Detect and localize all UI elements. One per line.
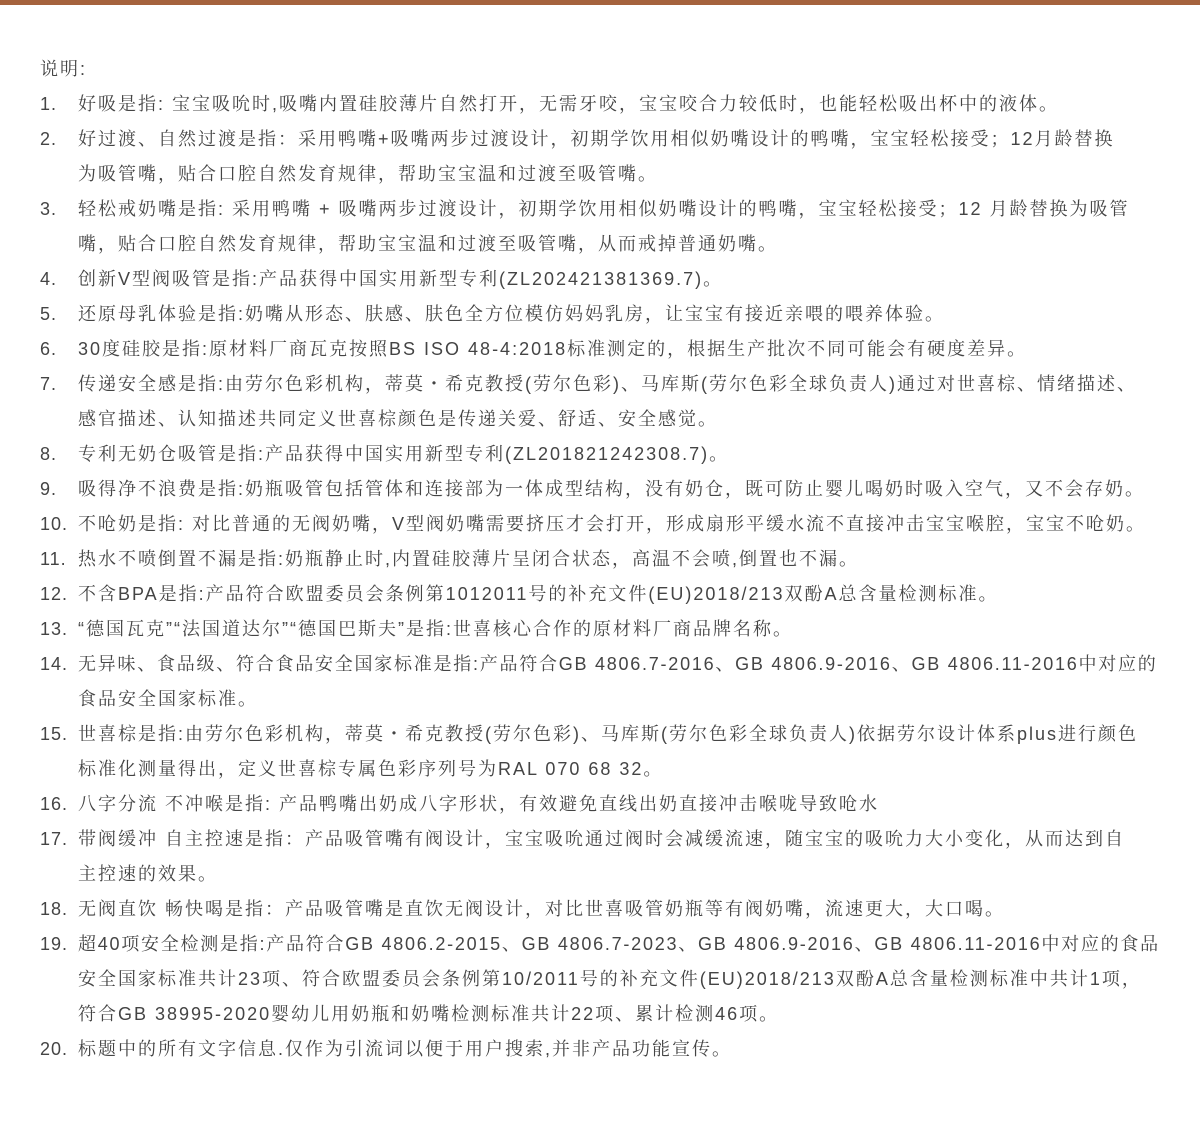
note-number: 15. [40, 724, 69, 744]
note-item-11 [40, 542, 1160, 577]
note-number: 4. [40, 269, 58, 289]
note-line: 超40项安全检测是指:产品符合GB 4806.2-2015、GB 4806.7-2023、GB 4806.9-2016、GB 4806.11-2016中对应的食品 [78, 934, 1160, 954]
note-body [78, 87, 1160, 122]
note-body [78, 297, 1160, 332]
note-body [78, 192, 1160, 262]
note-line: 还原母乳体验是指:奶嘴从形态、肤感、肤色全方位模仿妈妈乳房，让宝宝有接近亲喂的喂养体验。 [78, 304, 945, 324]
note-number: 8. [40, 444, 58, 464]
note-item-10 [40, 507, 1160, 542]
note-item-5 [40, 297, 1160, 332]
note-line: 吸得净不浪费是指:奶瓶吸管包括管体和连接部为一体成型结构，没有奶仓，既可防止婴儿喝奶时吸入空气，又不会存奶。 [78, 479, 1145, 499]
note-item-13 [40, 612, 1160, 647]
note-line: 传递安全感是指:由劳尔色彩机构，蒂莫・希克教授(劳尔色彩)、马库斯(劳尔色彩全球负责人)通过对世喜棕、情绪描述、 [78, 374, 1137, 394]
note-line: 八字分流 不冲喉是指: 产品鸭嘴出奶成八字形状，有效避免直线出奶直接冲击喉咙导致呛水 [78, 794, 879, 814]
note-body [78, 1032, 1160, 1067]
note-item-3 [40, 192, 1160, 262]
note-item-1 [40, 87, 1160, 122]
note-number: 5. [40, 304, 58, 324]
note-line: 感官描述、认知描述共同定义世喜棕颜色是传递关爱、舒适、安全感觉。 [78, 409, 718, 429]
note-item-18 [40, 892, 1160, 927]
note-number: 16. [40, 794, 69, 814]
note-line: 专利无奶仓吸管是指:产品获得中国实用新型专利(ZL201821242308.7)。 [78, 444, 730, 464]
note-body [78, 332, 1160, 367]
note-line: 好过渡、自然过渡是指：采用鸭嘴+吸嘴两步过渡设计，初期学饮用相似奶嘴设计的鸭嘴，宝宝轻松接受；12月龄替换 [78, 129, 1115, 149]
note-body [78, 822, 1160, 892]
note-number: 18. [40, 899, 69, 919]
note-item-20 [40, 1032, 1160, 1067]
note-item-9 [40, 472, 1160, 507]
note-item-2 [40, 122, 1160, 192]
note-line: 无异味、食品级、符合食品安全国家标准是指:产品符合GB 4806.7-2016、GB 4806.9-2016、GB 4806.11-2016中对应的 [78, 654, 1158, 674]
note-line: 标题中的所有文字信息.仅作为引流词以便于用户搜索,并非产品功能宣传。 [78, 1039, 732, 1059]
note-item-7 [40, 367, 1160, 437]
note-body [78, 577, 1160, 612]
note-number: 17. [40, 829, 69, 849]
note-number: 19. [40, 934, 69, 954]
note-item-19 [40, 927, 1160, 1032]
note-line: 符合GB 38995-2020婴幼儿用奶瓶和奶嘴检测标准共计22项、累计检测46项。 [78, 1004, 780, 1024]
note-body [78, 787, 1160, 822]
note-body [78, 717, 1160, 787]
note-body [78, 927, 1160, 1032]
note-number: 12. [40, 584, 69, 604]
note-body [78, 437, 1160, 472]
note-line: 不含BPA是指:产品符合欧盟委员会条例第1012011号的补充文件(EU)2018/213双酚A总含量检测标准。 [78, 584, 999, 604]
note-line: 为吸管嘴，贴合口腔自然发育规律，帮助宝宝温和过渡至吸管嘴。 [78, 164, 658, 184]
note-item-16 [40, 787, 1160, 822]
note-body [78, 262, 1160, 297]
note-body [78, 367, 1160, 437]
note-number: 10. [40, 514, 69, 534]
note-line: 创新V型阀吸管是指:产品获得中国实用新型专利(ZL202421381369.7)。 [78, 269, 724, 289]
note-item-6 [40, 332, 1160, 367]
note-line: 主控速的效果。 [78, 864, 218, 884]
note-item-15 [40, 717, 1160, 787]
note-line: 安全国家标准共计23项、符合欧盟委员会条例第10/2011号的补充文件(EU)2018/213双酚A总含量检测标准中共计1项， [78, 969, 1142, 989]
note-line: 热水不喷倒置不漏是指:奶瓶静止时,内置硅胶薄片呈闭合状态，高温不会喷,倒置也不漏。 [78, 549, 859, 569]
note-number: 7. [40, 374, 58, 394]
note-body [78, 647, 1160, 717]
note-line: 不呛奶是指: 对比普通的无阀奶嘴，V型阀奶嘴需要挤压才会打开，形成扇形平缓水流不直接冲击宝宝喉腔，宝宝不呛奶。 [78, 514, 1147, 534]
note-number: 20. [40, 1039, 69, 1059]
note-line: 嘴，贴合口腔自然发育规律，帮助宝宝温和过渡至吸管嘴，从而戒掉普通奶嘴。 [78, 234, 778, 254]
note-number: 13. [40, 619, 69, 639]
top-accent-bar [0, 0, 1200, 5]
note-line: 30度硅胶是指:原材料厂商瓦克按照BS ISO 48-4:2018标准测定的，根据生产批次不同可能会有硬度差异。 [78, 339, 1028, 359]
note-body [78, 122, 1160, 192]
note-line: 标准化测量得出，定义世喜棕专属色彩序列号为RAL 070 68 32。 [78, 759, 664, 779]
note-line: 带阀缓冲 自主控速是指：产品吸管嘴有阀设计，宝宝吸吮通过阀时会减缓流速，随宝宝的吸吮力大小变化，从而达到自 [78, 829, 1125, 849]
note-line: 轻松戒奶嘴是指: 采用鸭嘴 + 吸嘴两步过渡设计，初期学饮用相似奶嘴设计的鸭嘴，宝宝轻松接受；12 月龄替换为吸管 [78, 199, 1130, 219]
note-body [78, 542, 1160, 577]
notes-document [40, 52, 1160, 1067]
note-number: 1. [40, 94, 58, 114]
note-item-4 [40, 262, 1160, 297]
notes-heading: 说明: [40, 59, 88, 79]
note-line: 好吸是指: 宝宝吸吮时,吸嘴内置硅胶薄片自然打开，无需牙咬，宝宝咬合力较低时，也能轻松吸出杯中的液体。 [78, 94, 1059, 114]
note-line: “德国瓦克”“法国道达尔”“德国巴斯夫”是指:世喜核心合作的原材料厂商品牌名称。 [78, 619, 793, 639]
note-number: 14. [40, 654, 69, 674]
note-number: 3. [40, 199, 58, 219]
note-number: 11. [40, 549, 67, 569]
note-item-12 [40, 577, 1160, 612]
note-body [78, 472, 1160, 507]
note-body [78, 507, 1160, 542]
note-number: 6. [40, 339, 58, 359]
note-number: 2. [40, 129, 58, 149]
note-line: 世喜棕是指:由劳尔色彩机构，蒂莫・希克教授(劳尔色彩)、马库斯(劳尔色彩全球负责人)依据劳尔设计体系plus进行颜色 [78, 724, 1138, 744]
note-number: 9. [40, 479, 58, 499]
note-item-17 [40, 822, 1160, 892]
note-body [78, 612, 1160, 647]
note-body [78, 892, 1160, 927]
note-item-14 [40, 647, 1160, 717]
note-line: 食品安全国家标准。 [78, 689, 258, 709]
note-line: 无阀直饮 畅快喝是指：产品吸管嘴是直饮无阀设计，对比世喜吸管奶瓶等有阀奶嘴，流速更大，大口喝。 [78, 899, 1005, 919]
note-item-8 [40, 437, 1160, 472]
